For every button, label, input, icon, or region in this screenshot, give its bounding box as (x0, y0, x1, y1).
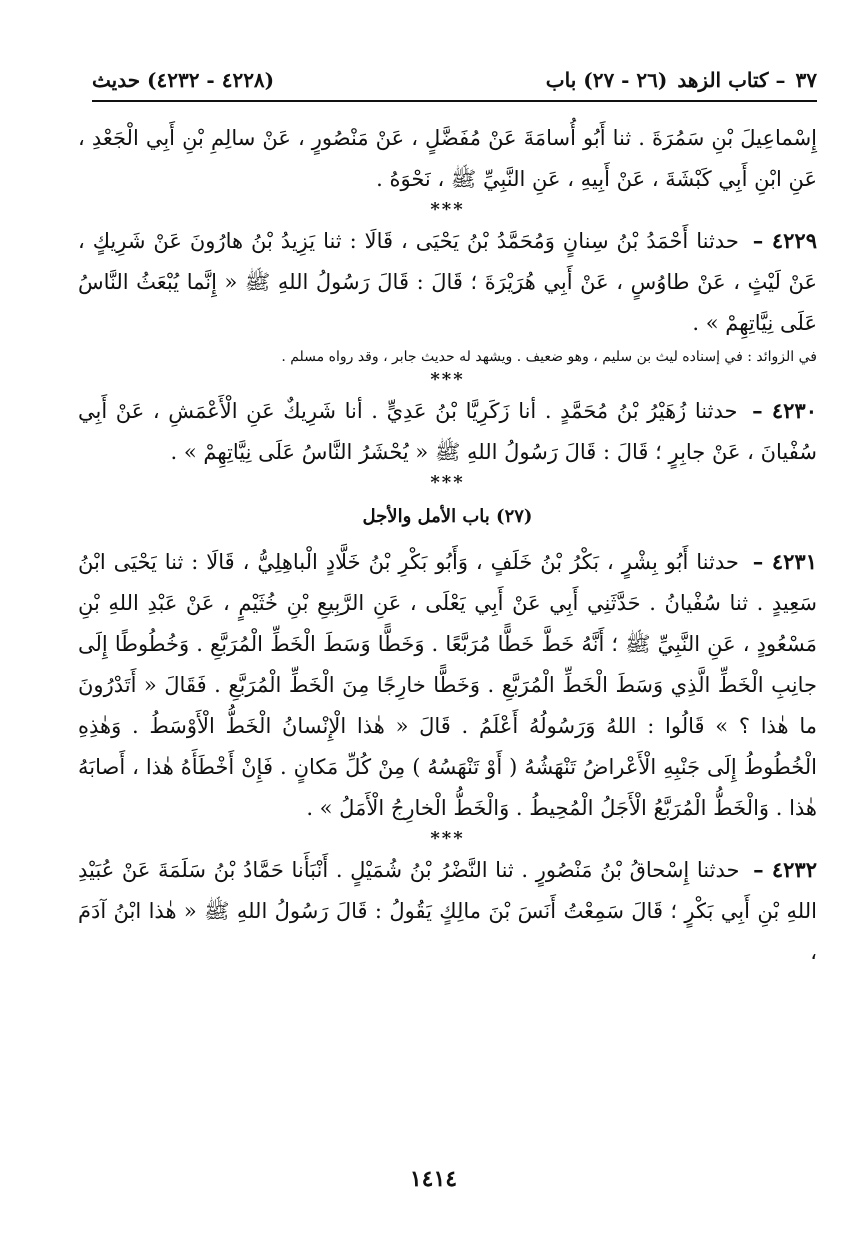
hadith-4229 (78, 220, 817, 344)
page-number: ١٤١٤ (409, 1166, 458, 1192)
hadith-4232 (78, 849, 817, 973)
hadith-text: حدثنا زُهَيْرُ بْنُ مُحَمَّدٍ . أنا زَكَرِيَّا بْنُ عَدِيٍّ . أنا شَرِيكٌ عَنِ الْأَعْمَشِ ، عَنْ أَبِي سُفْيانَ ، عَنْ جابِرٍ ؛ قَالَ : قَالَ رَسُولُ اللهِ ﷺ « يُحْشَرُ النَّاسُ عَلَى نِيَّاتِهِمْ » . (78, 399, 817, 464)
hadith-text: حدثنا إِسْحاقُ بْنُ مَنْصُورٍ . ثنا النَّضْرُ بْنُ شُمَيْلٍ . أَنْبَأَنا حَمَّادُ بْنُ سَلَمَةَ عَنْ عُبَيْدِ اللهِ بْنِ أَبِي بَكْرٍ ؛ قَالَ سَمِعْتُ أَنَسَ بْنَ مالِكٍ يَقُولُ : قَالَ رَسُولُ اللهِ ﷺ « هٰذا ابْنُ آدَمَ ، (78, 858, 817, 964)
continuation-paragraph: إِسْماعِيلَ بْنِ سَمُرَةَ . ثنا أَبُو أُسامَةَ عَنْ مُفَضَّلٍ ، عَنْ مَنْصُورٍ ، عَنْ سالِمِ بْنِ أَبِي الْجَعْدِ ، عَنِ ابْنِ أَبِي كَبْشَةَ ، عَنْ أَبِيهِ ، عَنِ النَّبِيِّ ﷺ ، نَحْوَهُ . (78, 126, 817, 191)
header-right (546, 68, 817, 92)
main-text (78, 118, 817, 973)
bab-range: (٢٦ - ٢٧) باب (545, 68, 668, 92)
hadith-number: ٤٢٢٩ – (752, 228, 817, 253)
separator-stars: *** (430, 369, 465, 390)
running-header (92, 62, 817, 98)
chapter-heading: (٢٧) باب الأمل والأجل (362, 506, 533, 527)
hadith-4231 (78, 541, 817, 829)
hadith-text: حدثنا أَبُو بِشْرٍ ، بَكْرُ بْنُ خَلَفٍ ، وَأَبُو بَكْرِ بْنُ خَلَّادٍ الْباهِلِيُّ ، قَالَا : ثنا يَحْيَى ابْنُ سَعِيدٍ . ثنا سُفْيانُ . حَدَّثَنِي أَبِي عَنْ أَبِي يَعْلَى ، عَنِ الرَّبِيعِ بْنِ خُثَيْمٍ ، عَنْ عَبْدِ اللهِ بْنِ مَسْعُودٍ ، عَنِ النَّبِيِّ ﷺ ؛ أَنَّهُ خَطَّ خَطًّا مُرَبَّعًا . وَخَطًّا وَسَطَ الْخَطِّ الْمُرَبَّعِ . وَخُطُوطًا إِلَى جانِبِ الْخَطِّ الَّذِي وَسَطَ الْخَطِّ الْمُرَبَّعِ . وَخَطًّا خارِجًا مِنَ الْخَطِّ الْمُرَبَّعِ . فَقَالَ « أَتَدْرُونَ ما هٰذا ؟ » قَالُوا : اللهُ وَرَسُولُهُ أَعْلَمُ . قَالَ « هٰذا الْإِنْسانُ الْخَطُّ الْأَوْسَطُ . وَهٰذِهِ الْخُطُوطُ إِلَى جَنْبِهِ الْأَعْراضُ تَنْهَشُهُ ( أَوْ تَنْهَسُهُ ) مِنْ كُلِّ مَكانٍ . فَإِنْ أَخْطَأَهُ هٰذا ، أَصابَهُ هٰذا . وَالْخَطُّ الْمُرَبَّعُ الْأَجَلُ الْمُحِيطُ . وَالْخَطُّ الْخارِجُ الْأَمَلُ » . (78, 550, 817, 820)
hadith-number: ٤٢٣٢ – (753, 857, 817, 882)
hadith-range: (٤٢٢٨ - ٤٢٣٢) حديث (92, 68, 275, 92)
hadith-number: ٤٢٣٠ – (752, 398, 817, 423)
separator-stars: *** (430, 472, 465, 493)
header-left (92, 68, 274, 92)
hadith-text: حدثنا أَحْمَدُ بْنُ سِنانٍ وَمُحَمَّدُ بْنُ يَحْيَى ، قَالَا : ثنا يَزِيدُ بْنُ هارُونَ عَنْ شَرِيكٍ ، عَنْ لَيْثٍ ، عَنْ طاوُسٍ ، عَنْ أَبِي هُرَيْرَةَ ؛ قَالَ : قَالَ رَسُولُ اللهِ ﷺ « إِنَّما يُبْعَثُ النَّاسُ عَلَى نِيَّاتِهِمْ » . (78, 229, 817, 335)
hadith-number: ٤٢٣١ – (752, 549, 817, 574)
separator-stars: *** (430, 199, 465, 220)
hadith-4230 (78, 390, 817, 473)
book-title: – كتاب الزهد (677, 68, 786, 92)
separator-stars: *** (430, 828, 465, 849)
header-rule (92, 100, 817, 102)
chapter-number: ٣٧ (795, 68, 817, 92)
zawaid-note: في الزوائد : في إسناده ليث بن سليم ، وهو ضعيف . ويشهد له حديث جابر ، وقد رواه مسلم . (281, 349, 817, 365)
